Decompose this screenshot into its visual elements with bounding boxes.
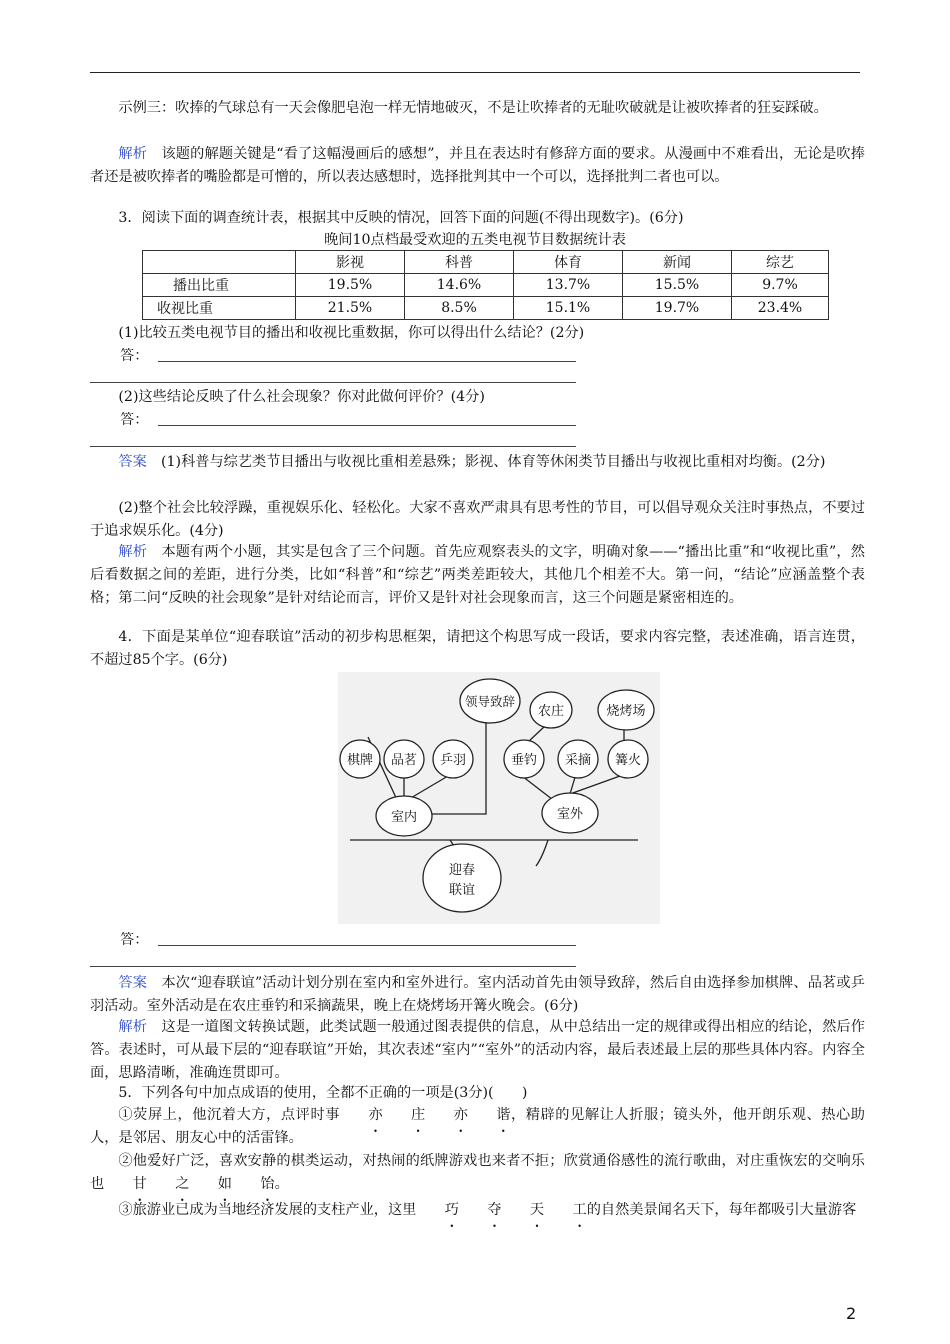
table-row xyxy=(143,297,829,320)
outdoor-label: 室外 xyxy=(556,807,584,822)
activity-diagram-svg xyxy=(338,672,660,924)
branch-line xyxy=(528,726,545,742)
stats-table xyxy=(142,250,829,320)
emphasis-char: 亦 xyxy=(453,1107,468,1123)
analysis-label: 解析 xyxy=(118,544,148,560)
branch-line xyxy=(570,776,620,794)
emphasis-char: 夺 xyxy=(487,1202,502,1218)
emphasis-char: 饴 xyxy=(260,1176,275,1192)
answer-line[interactable] xyxy=(90,382,576,383)
item-text: ，精辟的见解让人折服；镜头外，他开朗乐观、热心助人，是邻居、朋友心中的活雷锋。 xyxy=(90,1107,865,1146)
answer-line[interactable] xyxy=(158,425,576,426)
answer-line[interactable] xyxy=(90,446,576,447)
emphasis-char: 如 xyxy=(217,1176,232,1192)
analysis-label: 解析 xyxy=(118,1019,148,1035)
page-number: 2 xyxy=(846,1304,857,1323)
col-header: 体育 xyxy=(514,251,623,274)
indoor-item-label: 品茗 xyxy=(390,753,418,768)
emphasis-char: 甘 xyxy=(132,1176,147,1192)
root-label-line2: 联谊 xyxy=(448,883,476,898)
table-cell: 15.5% xyxy=(623,274,732,297)
table-title: 晚间10点档最受欢迎的五类电视节目数据统计表 xyxy=(324,232,626,248)
item-text: 。 xyxy=(274,1176,289,1192)
table-cell: 9.7% xyxy=(732,274,829,297)
leader-label: 领导致辞 xyxy=(464,694,516,709)
q4-analysis-text: 这是一道图文转换试题，此类试题一般通过图表提供的信息，从中总结出一定的规律或得出相应的结论，然后作答。表述时，可从最下层的“迎春联谊”开始，其次表述“室内”“室外”的活动内容，最后表述最上层的那些具体内容。内容全面，思路清晰，准确连贯即可。 xyxy=(90,1019,865,1081)
emphasis-char: 巧 xyxy=(444,1202,459,1218)
q2-analysis xyxy=(90,143,865,189)
item-text: ③旅游业已成为当地经济发展的支柱产业，这里 xyxy=(118,1202,417,1218)
table-header-row xyxy=(143,251,829,274)
table-cell: 19.5% xyxy=(296,274,405,297)
table-cell: 21.5% xyxy=(296,297,405,320)
q2-analysis-text: 该题的解题关键是“看了这幅漫画后的感想”，并且在表达时有修辞方面的要求。从漫画中不难看出，无论是吹捧者还是被吹捧者的嘴脸都是可憎的，所以表达感想时，选择批判其中一个可以，选择批判二者也可以。 xyxy=(90,146,865,185)
answer-line[interactable] xyxy=(90,966,576,967)
col-header: 综艺 xyxy=(732,251,829,274)
answer-label: 答案 xyxy=(118,454,147,470)
q3-answer2: (2)整个社会比较浮躁，重视娱乐化、轻松化。大家不喜欢严肃具有思考性的节目，可以倡导观众关注时事热点，不要过于追求娱乐化。(4分) xyxy=(90,500,865,539)
item-text: ②他爱好广泛，喜欢安静的棋类运动，对热闹的纸牌游戏也来者不拒；欣赏通俗感性的流行歌曲，对庄重恢宏的交响乐也 xyxy=(90,1153,865,1192)
farm-label: 农庄 xyxy=(537,704,565,719)
answer-prefix: 答： xyxy=(120,412,149,428)
row-label: 播出比重 xyxy=(143,274,296,297)
table-cell: 8.5% xyxy=(405,297,514,320)
outdoor-item-label: 垂钓 xyxy=(510,753,538,768)
q4-answer-text: 本次“迎春联谊”活动计划分别在室内和室外进行。室内活动首先由领导致辞，然后自由选择参加棋牌、品茗或乒羽活动。室外活动是在农庄垂钓和采摘蔬果，晚上在烧烤场开篝火晚会。(6分) xyxy=(90,975,865,1014)
item-text: ①荧屏上，他沉着大方，点评时事 xyxy=(118,1107,341,1123)
row-label: 收视比重 xyxy=(143,297,296,320)
outdoor-item-label: 采摘 xyxy=(564,753,592,768)
q3-stem: 3．阅读下面的调查统计表，根据其中反映的情况，回答下面的问题(不得出现数字)。(6分) xyxy=(118,210,684,226)
q5-item3 xyxy=(90,1199,865,1222)
q5-item1 xyxy=(90,1104,865,1150)
col-header: 影视 xyxy=(296,251,405,274)
q3-sub1: (1)比较五类电视节目的播出和收视比重数据，你可以得出什么结论？(2分) xyxy=(118,325,585,341)
root-branch-right xyxy=(536,840,548,866)
emphasis-char: 亦 xyxy=(368,1107,383,1123)
q3-sub2: (2)这些结论反映了什么社会现象？你对此做何评价？(4分) xyxy=(118,389,485,405)
answer-line[interactable] xyxy=(158,945,576,946)
q5-stem: 5．下列各句中加点成语的使用，全都不正确的一项是(3分)( ) xyxy=(118,1085,528,1101)
root-label-line1: 迎春 xyxy=(448,863,476,878)
table-corner-cell xyxy=(143,251,296,274)
col-header: 新闻 xyxy=(623,251,732,274)
example-three: 示例三：吹捧的气球总有一天会像肥皂泡一样无情地破灭，不是让吹捧者的无耻吹破就是让被吹捧者的狂妄踩破。 xyxy=(118,100,828,116)
activity-diagram xyxy=(338,672,660,924)
indoor-item-label: 乒羽 xyxy=(439,753,467,768)
q3-answer1-text: (1)科普与综艺类节目播出与收视比重相差悬殊；影视、体育等休闲类节目播出与收视比重相对均衡。(2分) xyxy=(160,454,826,470)
emphasis-char: 庄 xyxy=(411,1107,426,1123)
q3-analysis-text: 本题有两个小题，其实是包含了三个问题。首先应观察表头的文字，明确对象——“播出比重”和“收视比重”，然后看数据之间的差距，进行分类，比如“科普”和“综艺”两类差距较大，其他几个相差不大。第一问，“结论”应涵盖整个表格；第二问“反映的社会现象”是针对结论而言，评价又是针对社会现象而言，这三个问题是紧密相连的。 xyxy=(90,544,865,606)
emphasis-char: 天 xyxy=(529,1202,545,1218)
header-rule xyxy=(90,72,860,73)
q5-item2 xyxy=(90,1150,865,1196)
dotted-idiom xyxy=(104,1176,274,1192)
indoor-label: 室内 xyxy=(390,810,418,825)
q4-analysis xyxy=(90,1016,865,1085)
table-cell: 19.7% xyxy=(623,297,732,320)
analysis-label: 解析 xyxy=(118,146,148,162)
q3-answer1 xyxy=(90,451,865,474)
dotted-idiom xyxy=(416,1202,586,1218)
bbq-label: 烧烤场 xyxy=(606,704,646,719)
q3-analysis xyxy=(90,541,865,610)
table-row xyxy=(143,274,829,297)
answer-prefix: 答： xyxy=(120,348,149,364)
emphasis-char: 谐 xyxy=(496,1107,511,1123)
answer-label: 答案 xyxy=(118,975,148,991)
emphasis-char: 工 xyxy=(572,1202,587,1218)
table-cell: 15.1% xyxy=(514,297,623,320)
q4-stem: 4．下面是某单位“迎春联谊”活动的初步构思框架，请把这个构思写成一段话，要求内容完整，表述准确，语言连贯，不超过85个字。(6分) xyxy=(90,629,865,668)
dotted-idiom xyxy=(340,1107,510,1123)
item-text: 的自然美景闻名天下，每年都吸引大量游客 xyxy=(586,1202,857,1218)
root-node xyxy=(423,844,501,912)
answer-line[interactable] xyxy=(158,361,576,362)
table-cell: 23.4% xyxy=(732,297,829,320)
table-cell: 13.7% xyxy=(514,274,623,297)
table-cell: 14.6% xyxy=(405,274,514,297)
answer-prefix: 答： xyxy=(120,932,149,948)
emphasis-char: 之 xyxy=(175,1176,190,1192)
col-header: 科普 xyxy=(405,251,514,274)
q4-answer xyxy=(90,972,865,1018)
outdoor-item-label: 篝火 xyxy=(614,753,642,768)
indoor-item-label: 棋牌 xyxy=(346,753,374,768)
